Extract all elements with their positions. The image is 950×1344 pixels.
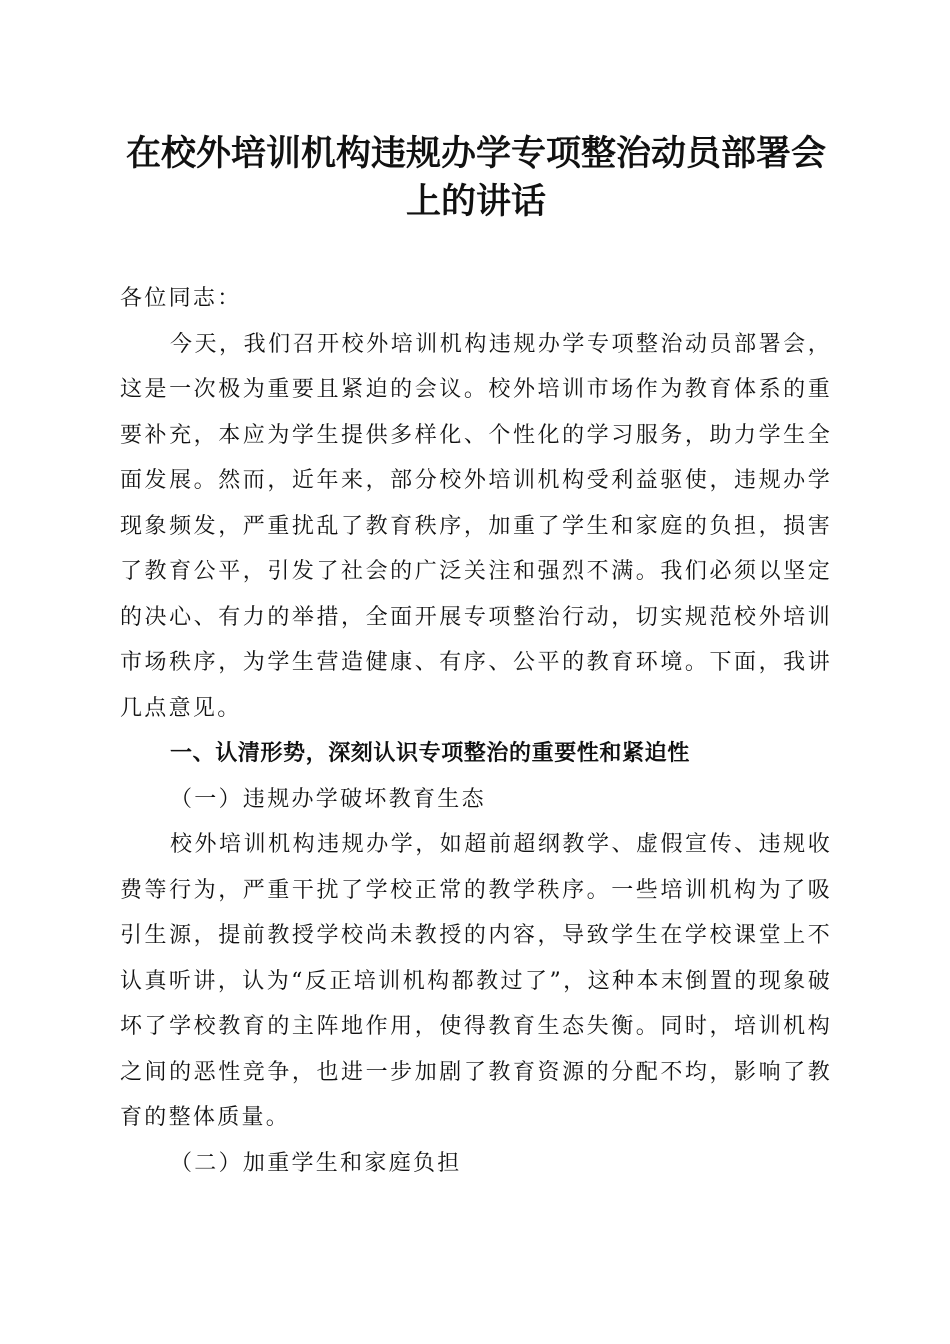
title-line-2: 上的讲话 <box>405 181 546 222</box>
document-title <box>120 130 832 226</box>
subsection-1-heading: （一）违规办学破坏教育生态 <box>170 786 486 812</box>
subsection-1-paragraph: 校外培训机构违规办学，如超前超纲教学、虚假宣传、违规收费等行为，严重干扰了学校正常的教学秩序。一些培训机构为了吸引生源，提前教授学校尚未教授的内容，导致学生在学校课堂上不认真听讲，认为“反正培训机构都教过了”，这种本末倒置的现象破坏了学校教育的主阵地作用，使得教育生态失衡。同时，培训机构之间的恶性竞争，也进一步加剧了教育资源的分配不均，影响了教育的整体质量。 <box>120 832 832 1130</box>
salutation: 各位同志： <box>120 286 242 311</box>
intro-paragraph: 今天，我们召开校外培训机构违规办学专项整治动员部署会，这是一次极为重要且紧迫的会议。校外培训市场作为教育体系的重要补充，本应为学生提供多样化、个性化的学习服务，助力学生全面发展。然而，近年来，部分校外培训机构受利益驱使，违规办学现象频发，严重扰乱了教育秩序，加重了学生和家庭的负担，损害了教育公平，引发了社会的广泛关注和强烈不满。我们必须以坚定的决心、有力的举措，全面开展专项整治行动，切实规范校外培训市场秩序，为学生营造健康、有序、公平的教育环境。下面，我讲几点意见。 <box>120 331 832 721</box>
section-1-heading: 一、认清形势，深刻认识专项整治的重要性和紧迫性 <box>170 741 690 766</box>
subsection-2-heading: （二）加重学生和家庭负担 <box>170 1150 462 1176</box>
title-line-1: 在校外培训机构违规办学专项整治动员部署会 <box>125 133 826 174</box>
document-page <box>120 130 832 1186</box>
